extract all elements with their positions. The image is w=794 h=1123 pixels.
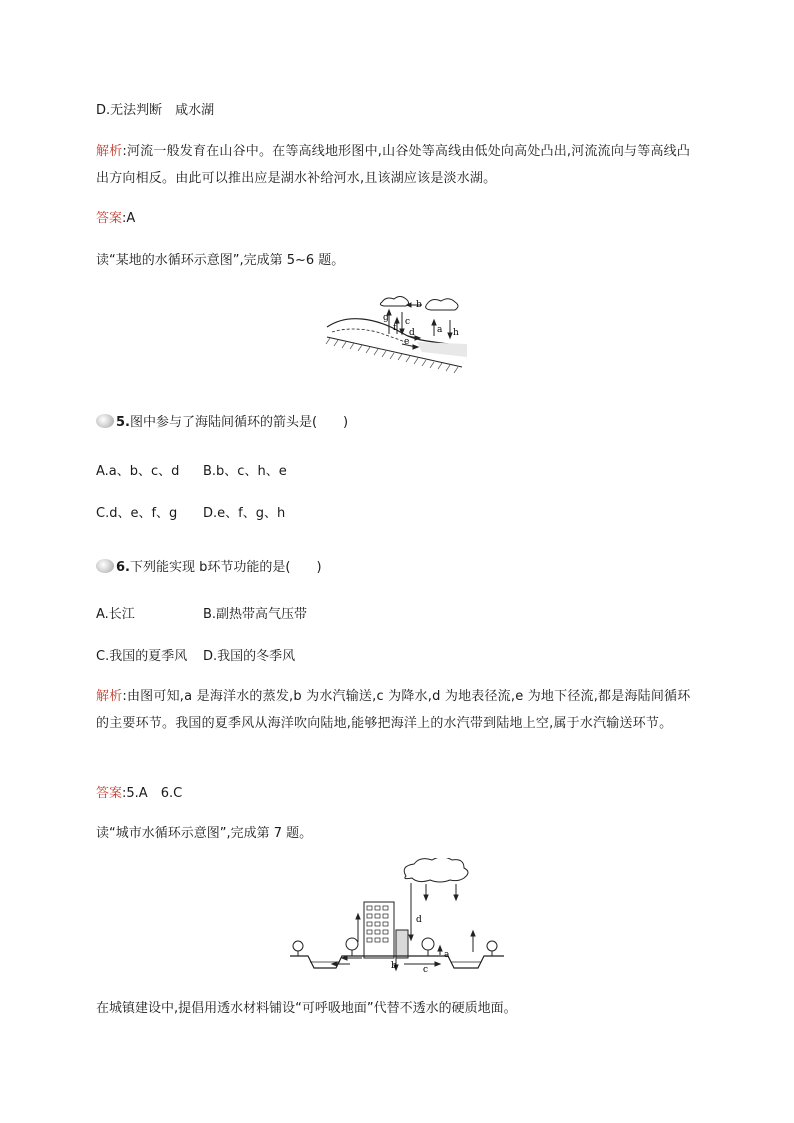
intro-2: 读“城市水循环示意图”,完成第 7 题。 [96, 826, 313, 841]
option-d-previous: D.无法判断 咸水湖 [96, 103, 215, 118]
intro-1: 读“某地的水循环示意图”,完成第 5~6 题。 [96, 253, 345, 268]
label-d: d [409, 328, 415, 338]
label-f: f [393, 323, 397, 333]
question-5 [96, 414, 348, 432]
water-cycle-figure [322, 292, 472, 377]
question-text: 下列能实现 b环节功能的是( ) [129, 560, 322, 575]
question-number: 5. [116, 415, 130, 430]
label-c: c [405, 317, 411, 327]
analysis-label: 解析 [96, 689, 123, 704]
question-text: 图中参与了海陆间循环的箭头是( ) [129, 415, 349, 430]
question-number: 6. [116, 560, 130, 575]
bottom-text: 在城镇建设中,提倡用透水材料铺设“可呼吸地面”代替不透水的硬质地面。 [96, 1001, 517, 1016]
analysis-text: :河流一般发育在山谷中。在等高线地形图中,山谷处等高线由低处向高处凸出,河流流向与等高线凸出方向相反。由此可以推出应是湖水补给河水,且该湖应该是淡水湖。 [96, 144, 691, 186]
label-g: g [383, 313, 389, 323]
q6-option-b: B.副热带高气压带 [203, 607, 308, 622]
q6-option-a: A.长江 [96, 607, 135, 622]
q6-option-c: C.我国的夏季风 [96, 649, 188, 664]
analysis-text: :由图可知,a 是海洋水的蒸发,b 为水汽输送,c 为降水,d 为地表径流,e 为地下径流,都是海陆间循环的主要环节。我国的夏季风从海洋吹向陆地,能够把海洋上的水汽带到陆地上空,属于水汽输送环节。 [96, 689, 691, 731]
answer-block-1 [96, 210, 135, 228]
q5-option-b: B.b、c、h、e [203, 464, 287, 479]
label-h: h [453, 328, 459, 338]
label-a: a [437, 325, 443, 335]
answer-text: :5.A 6.C [122, 786, 183, 801]
analysis-block-1 [96, 138, 696, 192]
q5-option-c: C.d、e、f、g [96, 506, 178, 521]
q5-option-a: A.a、b、c、d [96, 464, 180, 479]
label-b: b [391, 961, 397, 971]
label-a: a [444, 950, 450, 960]
label-c: c [423, 965, 429, 975]
answer-text: :A [122, 211, 136, 226]
label-e: e [404, 337, 410, 347]
q5-option-d: D.e、f、g、h [203, 506, 286, 521]
answer-block-2 [96, 785, 182, 803]
label-d: d [416, 915, 422, 925]
label-b: b [416, 300, 422, 310]
question-6 [96, 559, 322, 577]
analysis-label: 解析 [96, 144, 123, 159]
bullet-icon [96, 559, 114, 573]
analysis-block-2 [96, 683, 696, 737]
q6-option-d: D.我国的冬季风 [203, 649, 296, 664]
answer-label: 答案 [96, 786, 123, 801]
urban-water-cycle-figure [288, 858, 506, 976]
bullet-icon [96, 414, 114, 428]
answer-label: 答案 [96, 211, 123, 226]
